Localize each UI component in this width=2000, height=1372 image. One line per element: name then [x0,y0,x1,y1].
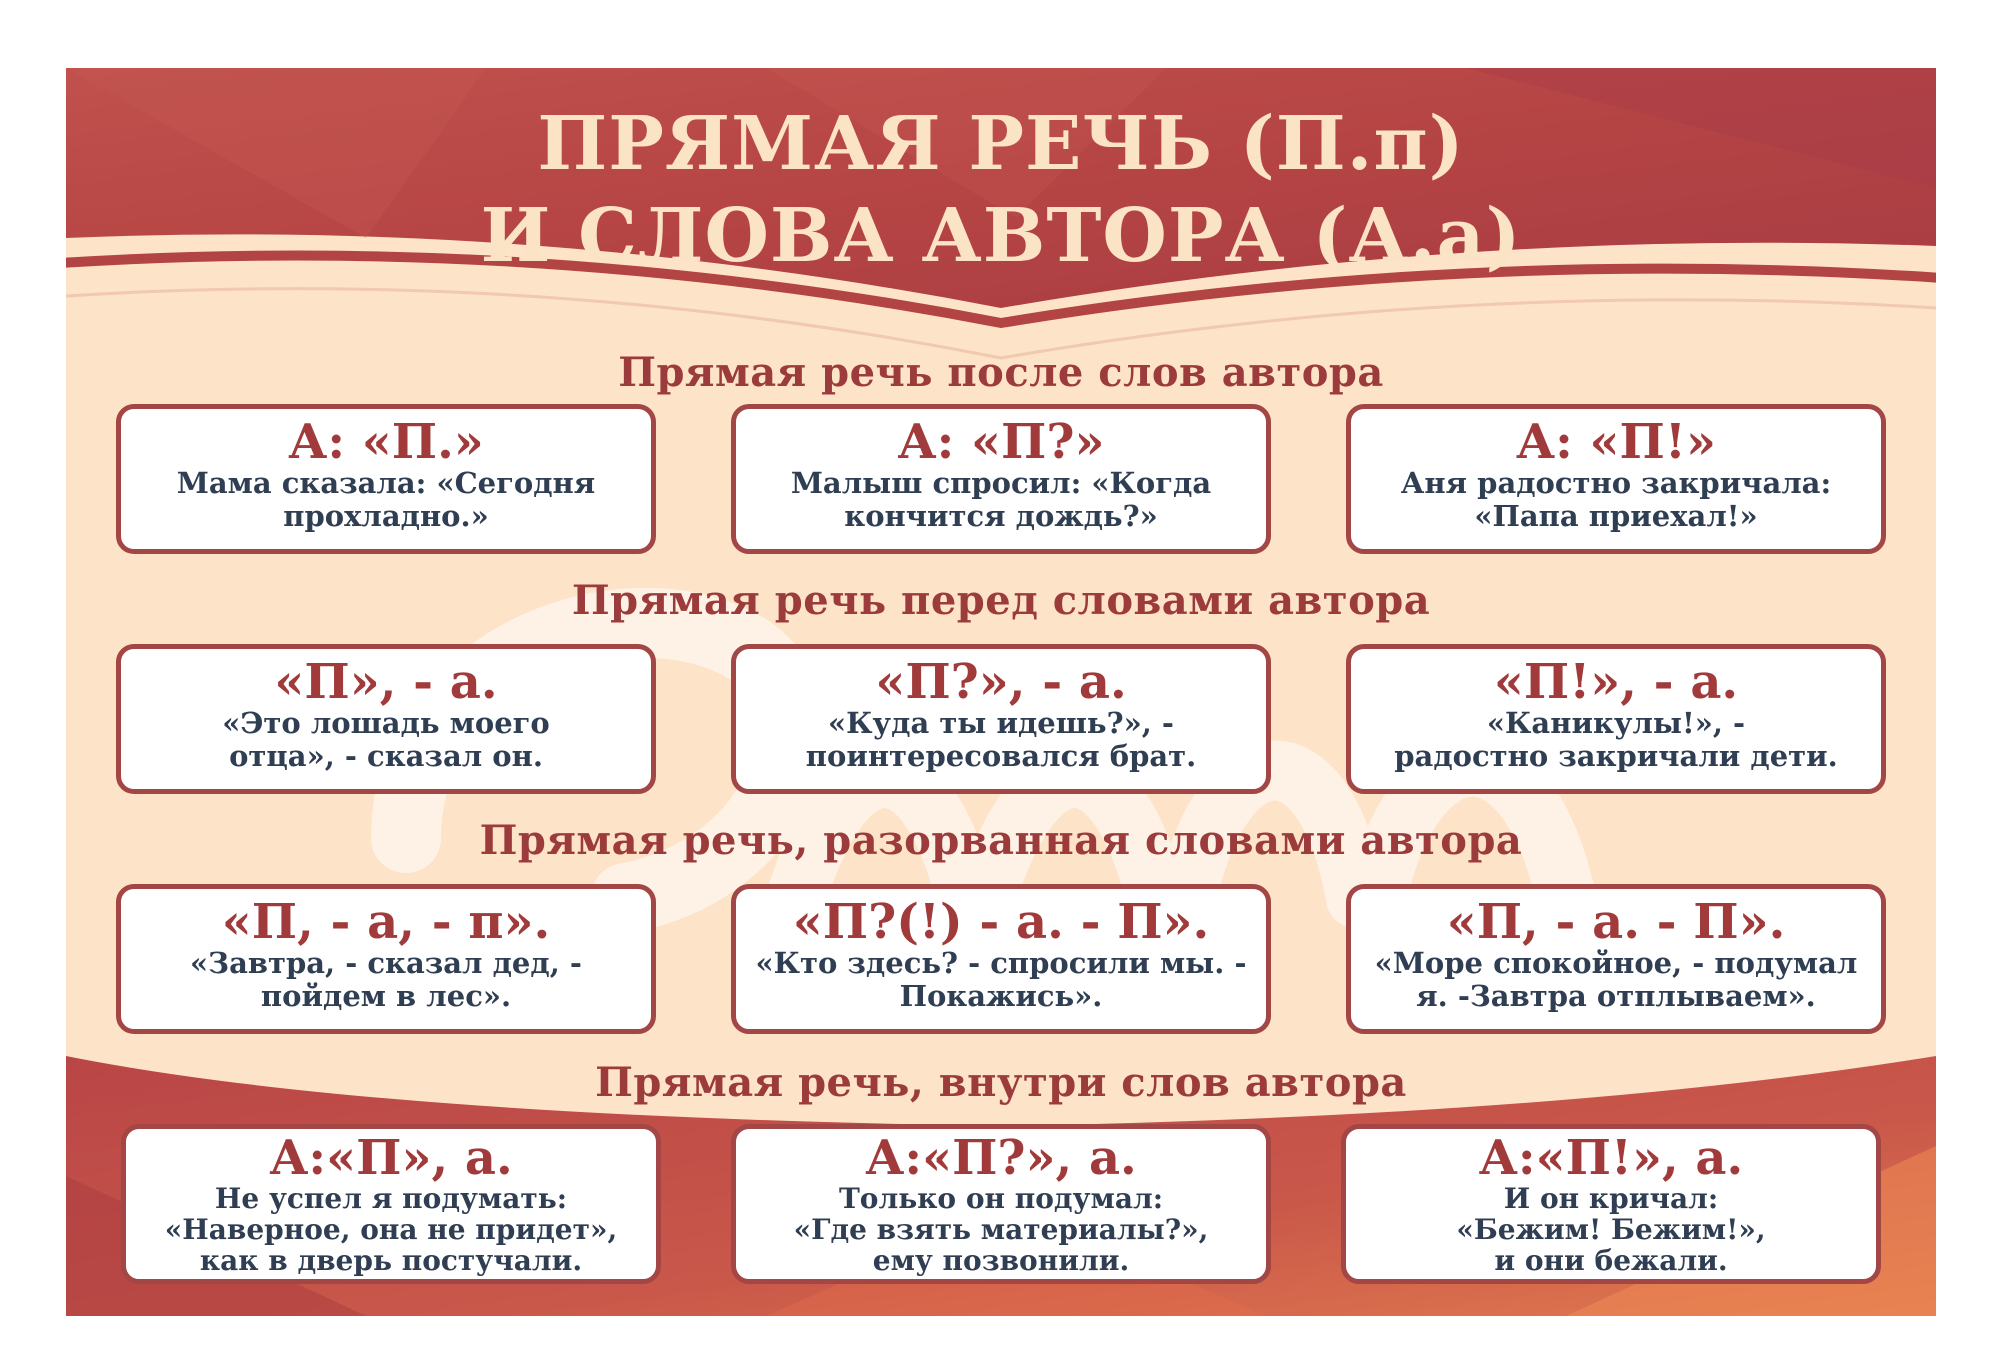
rule-formula: «П?(!) - а. - П». [792,894,1210,950]
rule-formula: А:«П», а. [269,1130,513,1186]
example-line: «Папа приехал!» [1474,499,1758,533]
rule-card [116,644,656,794]
rule-formula: А:«П?», а. [865,1130,1137,1186]
example-line: «Наверное, она не придет», [164,1213,618,1246]
example-line: ему позвонили. [872,1244,1130,1277]
example-line: Покажись». [899,979,1103,1013]
rule-formula: А: «П.» [288,414,484,470]
example-line: «Море спокойное, - подумал [1374,946,1858,980]
title-line-1: ПРЯМАЯ РЕЧЬ (П.п) [537,101,1465,187]
rule-example [1346,1183,1876,1276]
section-heading-after-author: Прямая речь после слов автора [618,349,1384,396]
example-line: пойдем в лес». [260,979,512,1013]
rule-card [731,884,1271,1034]
poster [66,68,1936,1316]
section-heading-before-author: Прямая речь перед словами автора [571,577,1431,624]
rule-formula: А: «П!» [1516,414,1716,470]
rule-formula: А: «П?» [897,414,1105,470]
example-line: И он кричал: [1503,1182,1719,1215]
rule-formula: «П», - а. [274,654,498,710]
example-line: «Кто здесь? - спросили мы. - [755,946,1247,980]
example-line: Только он подумал: [838,1182,1164,1215]
example-line: «Где взять материалы?», [793,1213,1209,1246]
rule-example [736,1183,1266,1276]
section-heading-interrupted: Прямая речь, разорванная словами автора [479,817,1523,864]
example-line: отца», - сказал он. [229,739,543,773]
example-line: радостно закричали дети. [1394,739,1838,773]
rule-card [116,884,656,1034]
rule-card [1341,1124,1881,1284]
example-line: Мама сказала: «Сегодня [176,466,596,500]
example-line: «Каникулы!», - [1486,706,1746,740]
section-heading-inside-author: Прямая речь, внутри слов автора [595,1059,1407,1106]
rule-card [1346,884,1886,1034]
rule-example [121,467,651,533]
example-line: и они бежали. [1494,1244,1728,1277]
rule-example [736,707,1266,773]
rule-card [1346,404,1886,554]
example-line: «Куда ты идешь?», - [828,706,1174,740]
rule-example [121,707,651,773]
rule-formula: «П!», - а. [1493,654,1739,710]
rule-example [121,947,651,1013]
rule-example [1351,707,1881,773]
rule-card [731,404,1271,554]
rule-formula: А:«П!», а. [1478,1130,1744,1186]
example-line: Малыш спросил: «Когда [790,466,1212,500]
rule-example [1351,947,1881,1013]
rule-formula: «П, - а, - п». [221,894,551,950]
rule-card [731,644,1271,794]
rule-card [731,1124,1271,1284]
example-line: «Завтра, - сказал дед, - [190,946,582,980]
example-line: «Бежим! Бежим!», [1456,1213,1766,1246]
rule-formula: «П, - а. - П». [1446,894,1786,950]
rule-card [116,404,656,554]
rule-card [1346,644,1886,794]
example-line: Аня радостно закричала: [1400,466,1832,500]
example-line: я. -Завтра отплываем». [1416,979,1816,1013]
example-line: прохладно.» [283,499,489,533]
example-line: поинтересовался брат. [805,739,1197,773]
rule-example [126,1183,656,1276]
rule-example [1351,467,1881,533]
rule-formula: «П?», - а. [875,654,1127,710]
example-line: кончится дождь?» [844,499,1158,533]
example-line: «Это лошадь моего [222,706,550,740]
example-line: Не успел я подумать: [214,1182,568,1215]
rule-card [121,1124,661,1284]
example-line: как в дверь постучали. [199,1244,583,1277]
rule-example [736,467,1266,533]
poster-title [66,98,1936,282]
rule-example [736,947,1266,1013]
title-line-2: И СЛОВА АВТОРА (А.а) [480,193,1522,279]
